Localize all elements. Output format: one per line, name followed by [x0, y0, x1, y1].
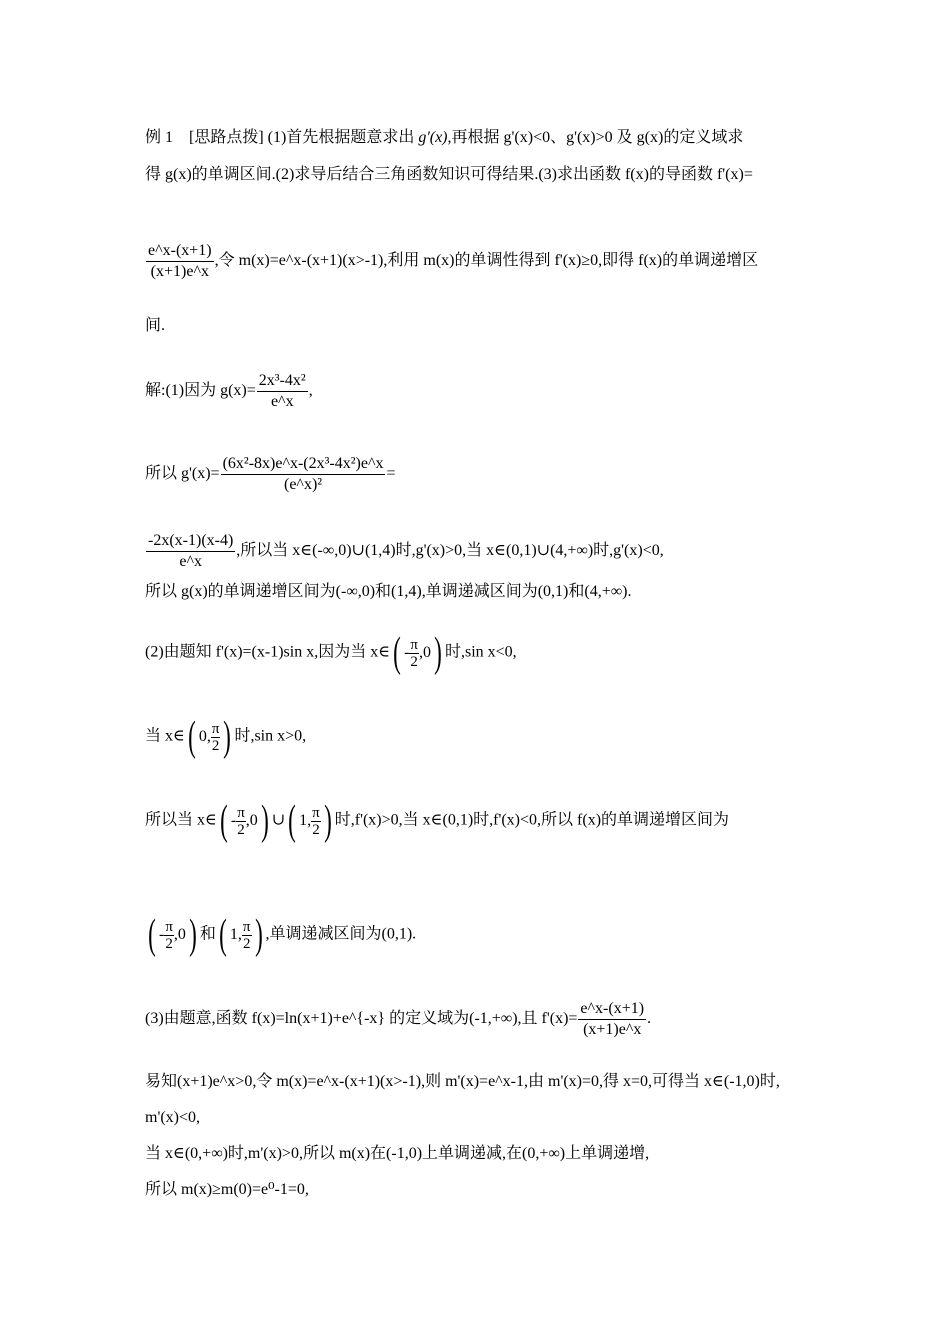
solution-line-7: 所以当 x∈( - $\frac{\pi}{2}$ ,0) ∪( 1, $\frac{\pi}{2}$ ) 时,f'(x)>0,当 x∈(0,1)时,f'(x)<0,所以 f(x)的单调递增区间为	[145, 798, 730, 844]
interval: ( 1, $\frac{\pi}{2}$ )	[288, 798, 332, 844]
solution-line-4: 所以 g(x)的单调递增区间为(-∞,0)和(1,4),单调递减区间为(0,1)和(4,+∞).	[145, 583, 632, 600]
solution-line-6: 当 x∈( 0, $\frac{\pi}{2}$ ) 时,sin x>0,	[145, 714, 307, 760]
solution-line-10: 易知(x+1)e^x>0,令 m(x)=e^x-(x+1)(x>-1),则 m'(x)=e^x-1,由 m'(x)=0,得 x=0,可得当 x∈(-1,0)时,	[145, 1073, 780, 1090]
text: ,再根据	[447, 129, 504, 146]
example-line-4: 间.	[145, 317, 166, 334]
example-line-1	[145, 128, 743, 148]
solution-line-8: ( - $\frac{\pi}{2}$ ,0) 和( 1, $\frac{\pi}{2}$ ) ,单调递减区间为(0,1).	[145, 914, 416, 956]
solution-line-3: $\frac{-2x(x-1)(x-4)}{e\^{}x}$ ,所以当 x∈(-∞,0)∪(1,4)时,g'(x)>0,当 x∈(0,1)∪(4,+∞)时,g'(x)<0,	[148, 532, 664, 570]
fraction: $\frac{e\^{}x-(x+1)}{(x+1)e\^{}x}$	[580, 1000, 645, 1038]
solution-line-5: (2)由题知 f'(x)=(x-1)sin x,因为当 x∈( - $\frac{\pi}{2}$ ,0) 时,sin x<0,	[145, 630, 517, 676]
fraction: $\frac{-2x(x-1)(x-4)}{e\^{}x}$	[148, 532, 234, 570]
interval: ( - $\frac{\pi}{2}$ ,0)	[393, 630, 442, 676]
interval: ( - $\frac{\pi}{2}$ ,0)	[220, 798, 269, 844]
text: g'(x)<0、g'(x)>0 及 g(x)的定义域求	[503, 129, 744, 146]
solution-line-12: 当 x∈(0,+∞)时,m'(x)>0,所以 m(x)在(-1,0)上单调递减,在(0,+∞)上单调递增,	[145, 1145, 650, 1162]
fraction: $\frac{\text{2x³-4x²}}{e\^{}x}$	[258, 372, 306, 410]
text: 例 1 [思路点拨] (1)首先根据题意求出	[145, 129, 419, 146]
fraction: $\frac{\text{(6x²-8x)e\textasciicircum{}x-(2x³-4x²)e\textasciicircum{}x}}{\text{(e\textasciicircum{}x)²}}$	[222, 455, 384, 493]
interval: ( 1, $\frac{\pi}{2}$ )	[219, 912, 263, 958]
solution-line-13: 所以 m(x)≥m(0)=e⁰-1=0,	[145, 1181, 309, 1198]
fraction: $\frac{e\^{}x-(x+1)}{(x+1)e\^{}x}$	[148, 242, 212, 280]
solution-line-1: 解:(1)因为 g(x)= $\frac{\text{2x³-4x²}}{e\^{}x}$ ,	[145, 372, 313, 410]
interval: ( - $\frac{\pi}{2}$ ,0)	[148, 912, 197, 958]
interval: ( 0, $\frac{\pi}{2}$ )	[188, 714, 232, 760]
example-line-3: $\frac{e\^{}x-(x+1)}{(x+1)e\^{}x}$ ,令 m(x)=e^x-(x+1)(x>-1),利用 m(x)的单调性得到 f'(x)≥0,即得 f(x)的单调递增区	[148, 242, 759, 280]
text: g'(x)	[418, 129, 448, 146]
solution-line-11: m'(x)<0,	[145, 1109, 201, 1126]
solution-line-2: 所以 g'(x)= $\frac{\text{(6x²-8x)e\textasciicircum{}x-(2x³-4x²)e\textasciicircum{}x}}{\text{(e\textasciicircum{}x)²}}$ =	[145, 455, 396, 493]
example-line-2: 得 g(x)的单调区间.(2)求导后结合三角函数知识可得结果.(3)求出函数 f(x)的导函数 f'(x)=	[145, 166, 753, 183]
solution-line-9: (3)由题意,函数 f(x)=ln(x+1)+e^{-x} 的定义域为(-1,+∞),且 f'(x)= $\frac{e\^{}x-(x+1)}{(x+1)e\^{}x}$ .	[145, 1000, 652, 1038]
